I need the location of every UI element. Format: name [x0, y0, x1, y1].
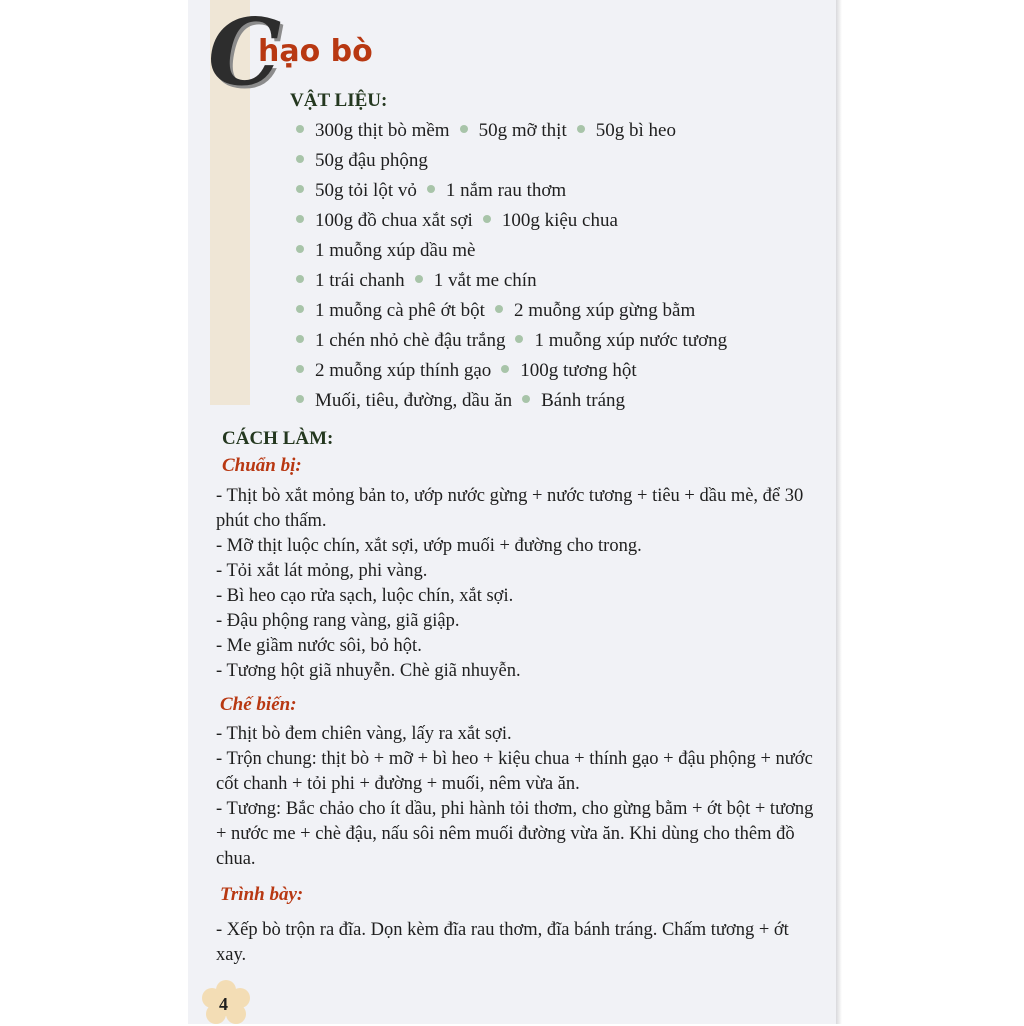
ingredient-line — [296, 386, 826, 416]
page-edge — [836, 0, 842, 1024]
ingredient-item — [460, 120, 567, 141]
method-step: - Xếp bò trộn ra đĩa. Dọn kèm đĩa rau thơm, đĩa bánh tráng. Chấm tương + ớt xay. — [216, 920, 789, 965]
ingredient-line — [296, 296, 826, 326]
ingredient-line — [296, 356, 826, 386]
bullet-icon — [515, 335, 523, 343]
ingredient-text: 50g mỡ thịt — [478, 120, 567, 141]
ingredient-line — [296, 116, 826, 146]
ingredient-item — [296, 270, 405, 291]
ingredient-text: 100g tương hột — [520, 360, 637, 381]
ingredient-item — [296, 390, 512, 411]
ingredient-line — [296, 236, 826, 266]
method-step: - Tương hột giã nhuyễn. Chè giã nhuyễn. — [216, 661, 521, 681]
bullet-icon — [296, 305, 304, 313]
ingredient-text: 1 trái chanh — [315, 270, 405, 291]
ingredient-item — [296, 240, 475, 261]
cook-steps — [216, 722, 816, 872]
ingredient-item — [515, 330, 727, 351]
method-step: - Tương: Bắc chảo cho ít dầu, phi hành tỏi thơm, cho gừng bằm + ớt bột + tương + nước me + chè đậu, nấu sôi nêm muối đường vừa ăn. Khi dùng cho thêm đồ chua. — [216, 799, 814, 869]
bullet-icon — [577, 125, 585, 133]
method-step: - Mỡ thịt luộc chín, xắt sợi, ướp muối + đường cho trong. — [216, 536, 642, 556]
ingredient-text: 100g kiệu chua — [501, 210, 618, 231]
method-step: - Me giầm nước sôi, bỏ hột. — [216, 636, 422, 656]
title-initial-letter: C — [208, 0, 282, 106]
present-heading: Trình bày: — [220, 884, 304, 905]
ingredient-item — [501, 360, 636, 381]
bullet-icon — [460, 125, 468, 133]
ingredient-item — [577, 120, 676, 141]
ingredients-list — [296, 116, 826, 416]
ingredient-item — [296, 120, 450, 141]
prep-steps — [216, 484, 816, 684]
ingredient-text: 2 muỗng xúp gừng bằm — [513, 300, 696, 321]
ingredient-item — [296, 360, 491, 381]
bullet-icon — [296, 335, 304, 343]
ingredient-text: 50g bì heo — [595, 120, 676, 141]
bullet-icon — [296, 395, 304, 403]
ingredient-line — [296, 146, 826, 176]
ingredient-text: 50g đậu phộng — [315, 150, 428, 171]
ingredient-item — [296, 180, 417, 201]
cook-heading: Chế biến: — [220, 694, 297, 715]
bullet-icon — [415, 275, 423, 283]
ingredient-text: 1 muỗng xúp dầu mè — [315, 240, 476, 261]
ingredient-item — [483, 210, 618, 231]
bullet-icon — [522, 395, 530, 403]
ingredient-text: Muối, tiêu, đường, dầu ăn — [315, 390, 513, 411]
bullet-icon — [296, 365, 304, 373]
method-heading: CÁCH LÀM: — [222, 428, 334, 449]
bullet-icon — [501, 365, 509, 373]
ingredient-item — [296, 300, 485, 321]
method-step: - Tỏi xắt lát mỏng, phi vàng. — [216, 561, 428, 581]
method-step: - Trộn chung: thịt bò + mỡ + bì heo + kiệu chua + thính gạo + đậu phộng + nước cốt chanh + tỏi phi + đường + muối, nêm vừa ăn. — [216, 749, 813, 794]
ingredient-text: 100g đồ chua xắt sợi — [315, 210, 473, 231]
ingredient-item — [495, 300, 695, 321]
bullet-icon — [296, 125, 304, 133]
present-steps — [216, 918, 816, 968]
bullet-icon — [427, 185, 435, 193]
ingredient-text: Bánh tráng — [541, 390, 626, 411]
ingredient-text: 300g thịt bò mềm — [315, 120, 450, 141]
ingredient-line — [296, 176, 826, 206]
ingredient-text: 50g tỏi lột vỏ — [315, 180, 417, 201]
ingredient-text: 2 muỗng xúp thính gạo — [315, 360, 492, 381]
ingredient-item — [522, 390, 625, 411]
method-step: - Đậu phộng rang vàng, giã giập. — [216, 611, 460, 631]
ingredient-text: 1 muỗng xúp nước tương — [534, 330, 728, 351]
bullet-icon — [296, 275, 304, 283]
ingredient-item — [415, 270, 537, 291]
bullet-icon — [296, 245, 304, 253]
method-step: - Thịt bò xắt mỏng bản to, ướp nước gừng + nước tương + tiêu + dầu mè, để 30 phút cho thấm. — [216, 486, 804, 531]
ingredient-text: 1 chén nhỏ chè đậu trắng — [315, 330, 506, 351]
method-step: - Thịt bò đem chiên vàng, lấy ra xắt sợi. — [216, 724, 512, 744]
bullet-icon — [296, 185, 304, 193]
bullet-icon — [296, 155, 304, 163]
ingredient-item — [296, 150, 428, 171]
title-text: hạo bò — [258, 34, 373, 69]
bullet-icon — [495, 305, 503, 313]
prep-heading: Chuẩn bị: — [222, 455, 302, 476]
ingredient-item — [296, 330, 505, 351]
ingredient-item — [427, 180, 566, 201]
bullet-icon — [296, 215, 304, 223]
ingredient-text: 1 nắm rau thơm — [445, 180, 567, 201]
ingredient-line — [296, 206, 826, 236]
bullet-icon — [483, 215, 491, 223]
ingredients-heading: VẬT LIỆU: — [290, 90, 388, 111]
ingredient-item — [296, 210, 473, 231]
ingredient-line — [296, 326, 826, 356]
method-step: - Bì heo cạo rửa sạch, luộc chín, xắt sợi. — [216, 586, 514, 606]
ingredient-text: 1 muỗng cà phê ớt bột — [315, 300, 485, 321]
page-number: 4 — [219, 994, 228, 1014]
ingredient-line — [296, 266, 826, 296]
ingredient-text: 1 vắt me chín — [433, 270, 537, 291]
